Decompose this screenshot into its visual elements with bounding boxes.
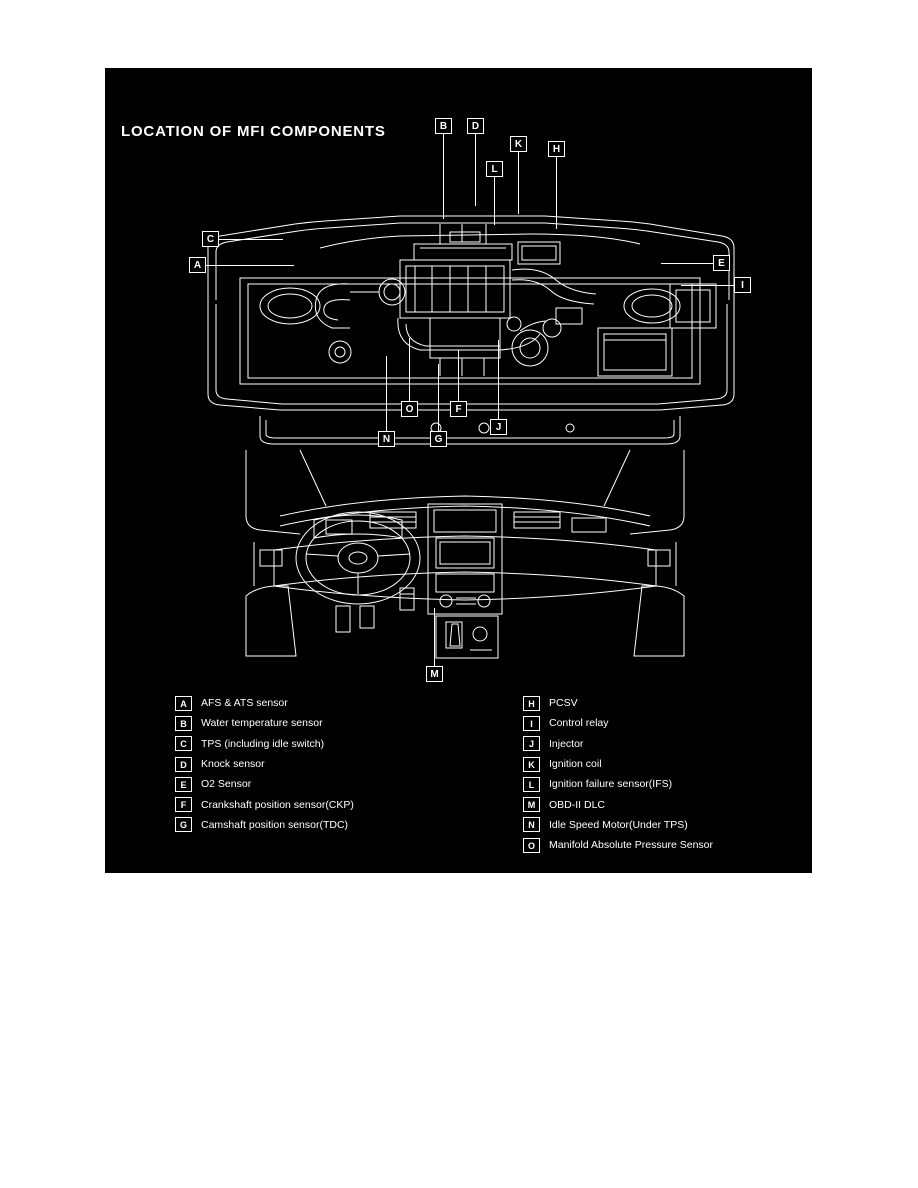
legend-label: OBD-II DLC xyxy=(549,798,606,811)
legend-key: I xyxy=(523,716,540,731)
legend-column-left xyxy=(175,693,475,835)
callout-m: M xyxy=(426,666,443,682)
callout-o: O xyxy=(401,401,418,417)
leader-line-e xyxy=(661,263,713,264)
legend-label: PCSV xyxy=(549,697,578,710)
legend-item xyxy=(523,754,812,774)
legend-item xyxy=(175,774,475,794)
callout-j: J xyxy=(490,419,507,435)
legend-item xyxy=(523,794,812,814)
callout-l: L xyxy=(486,161,503,177)
legend-label: Ignition coil xyxy=(549,758,602,771)
legend-key: M xyxy=(523,797,540,812)
legend-item xyxy=(523,693,812,713)
leader-line-g xyxy=(438,364,439,431)
legend-item xyxy=(523,734,812,754)
callout-n: N xyxy=(378,431,395,447)
leader-line-m xyxy=(434,608,435,666)
legend-label: Knock sensor xyxy=(201,758,265,771)
leader-line-l xyxy=(494,177,495,225)
legend-item xyxy=(523,713,812,733)
legend-key: F xyxy=(175,797,192,812)
legend-key: C xyxy=(175,736,192,751)
legend-item xyxy=(175,734,475,754)
legend-label: Idle Speed Motor(Under TPS) xyxy=(549,818,688,831)
leader-line-b xyxy=(443,134,444,219)
legend-key: N xyxy=(523,817,540,832)
legend-label: O2 Sensor xyxy=(201,778,252,791)
leader-line-d xyxy=(475,134,476,206)
legend-label: Manifold Absolute Pressure Sensor xyxy=(549,839,714,852)
leader-line-c xyxy=(219,239,283,240)
legend-key: L xyxy=(523,777,540,792)
legend-key: J xyxy=(523,736,540,751)
legend-key: O xyxy=(523,838,540,853)
callout-k: K xyxy=(510,136,527,152)
callout-d: D xyxy=(467,118,484,134)
legend-label: Control relay xyxy=(549,717,609,730)
figure-title: LOCATION OF MFI COMPONENTS xyxy=(121,123,386,140)
callout-g: G xyxy=(430,431,447,447)
legend-item xyxy=(523,835,812,855)
legend-key: E xyxy=(175,777,192,792)
legend-item xyxy=(523,815,812,835)
legend-item xyxy=(523,774,812,794)
legend-label: Water temperature sensor xyxy=(201,717,323,730)
legend-key: G xyxy=(175,817,192,832)
legend-column-right xyxy=(523,693,812,855)
callout-a: A xyxy=(189,257,206,273)
legend-label: Camshaft position sensor(TDC) xyxy=(201,818,349,831)
legend-label: Ignition failure sensor(IFS) xyxy=(549,778,673,791)
legend-label: Injector xyxy=(549,737,584,750)
callout-i: I xyxy=(734,277,751,293)
leader-line-k xyxy=(518,152,519,214)
leader-line-f xyxy=(458,350,459,401)
mfi-components-figure xyxy=(105,68,812,873)
legend-label: AFS & ATS sensor xyxy=(201,697,288,710)
legend-item xyxy=(175,794,475,814)
legend-item xyxy=(175,754,475,774)
legend-item xyxy=(175,713,475,733)
legend-label: Crankshaft position sensor(CKP) xyxy=(201,798,354,811)
legend-key: H xyxy=(523,696,540,711)
legend-item xyxy=(175,693,475,713)
callout-f: F xyxy=(450,401,467,417)
legend-key: A xyxy=(175,696,192,711)
leader-line-a xyxy=(206,265,294,266)
callout-c: C xyxy=(202,231,219,247)
leader-line-i xyxy=(681,285,734,286)
leader-line-o xyxy=(409,338,410,401)
engine-bay-illustration xyxy=(200,188,745,458)
leader-line-n xyxy=(386,356,387,431)
leader-line-h xyxy=(556,157,557,229)
callout-b: B xyxy=(435,118,452,134)
interior-dashboard-illustration xyxy=(240,446,690,661)
callout-e: E xyxy=(713,255,730,271)
legend-key: B xyxy=(175,716,192,731)
legend-key: D xyxy=(175,757,192,772)
legend-key: K xyxy=(523,757,540,772)
legend-item xyxy=(175,815,475,835)
legend-label: TPS (including idle switch) xyxy=(201,737,325,750)
leader-line-j xyxy=(498,340,499,419)
callout-h: H xyxy=(548,141,565,157)
